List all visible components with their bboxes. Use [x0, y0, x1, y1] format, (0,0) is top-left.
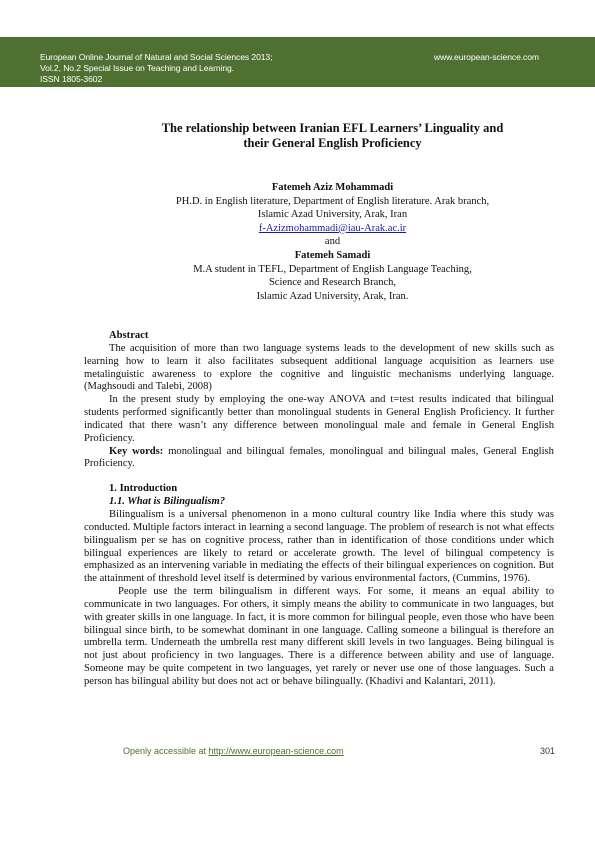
abstract-heading: Abstract: [109, 330, 149, 341]
journal-name: European Online Journal of Natural and Social Sciences 2013;: [40, 52, 273, 62]
author2-affiliation-line3: Islamic Azad University, Arak, Iran.: [256, 290, 409, 302]
intro-paragraph-2: People use the term bilingualism in different ways. For some, it means an equal ability to communicate in two languages. For others, it simply means the ability to communicate in two languages, but with greater skills in one language. In fact, it is more common for bilingual people, even those who have been bilingual since birth, to be somewhat dominant in one language. Calling someone a bilingual is therefore an umbrella term. Underneath the umbrella rest many different skill levels in two languages. Being bilingual is not just about proficiency in two languages. There is a difference between ability and use of language. Someone may be quite competent in two languages, yet rarely or never use one of those languages. Such a person has bilingual ability but does not act or behave bilingually. (Khadivi and Kalantari, 2011).: [84, 586, 554, 687]
author2-name: Fatemeh Samadi: [294, 249, 371, 261]
author2-affiliation-line2: Science and Research Branch,: [268, 277, 397, 289]
keywords-text: monolingual and bilingual females, monolingual and bilingual males, General English Proficiency.: [84, 445, 554, 470]
page-number: 301: [539, 746, 555, 756]
abstract-paragraph-2: In the present study by employing the one-way ANOVA and t=test results indicated that bilingual students performed significantly better than monolingual students in General English Proficiency. It further indicated that there wasn’t any difference between monolingual male and female in General English Proficiency.: [84, 394, 554, 444]
footer-prefix: Openly accessible at: [123, 746, 209, 756]
author1-name: Fatemeh Aziz Mohammadi: [271, 182, 394, 193]
footer-access-line: [123, 746, 344, 756]
journal-header-band: [0, 37, 595, 87]
paper-body: [84, 330, 554, 689]
footer-website-link[interactable]: http://www.european-science.com: [208, 746, 344, 756]
author1-email-link[interactable]: f-Azizmohammadi@iau-Arak.ac.ir: [258, 222, 407, 234]
keywords-label: Key words:: [109, 445, 164, 457]
paper-title-line1: The relationship between Iranian EFL Learners’ Linguality and: [161, 121, 504, 135]
paper-title-line2: their General English Proficiency: [243, 136, 422, 150]
paper-title: [120, 121, 545, 151]
journal-issn: ISSN 1805-3602: [40, 74, 103, 84]
intro-paragraph-1: Bilingualism is a universal phenomenon in a mono cultural country like India where this study was conducted. Multiple factors interact in learning a second language. The problem of research is not what effects bilingualism per se has on cognitive process, rather than in identification of those conditions under which bilingual experiences are likely to retard or accelerate growth. The level of bilingual competency is emphasized as an intervening variable in mediating the effects of their bilingual experiences on cognition. But the attainment of threshold level itself is determined by various environmental factors, (Cummins, 1976).: [84, 508, 554, 585]
section-heading-introduction: 1. Introduction: [109, 483, 178, 495]
author2-affiliation-line1: M.A student in TEFL, Department of English Language Teaching,: [193, 263, 472, 275]
authors-and: and: [324, 236, 341, 248]
subsection-heading-bilingualism: 1.1. What is Bilingualism?: [109, 496, 226, 508]
journal-volume: Vol.2, No.2 Special Issue on Teaching and Learning.: [40, 63, 234, 73]
abstract-paragraph-1: The acquisition of more than two language systems leads to the development of new skills such as learning how to learn it also facilitates subsequent additional language acquisition as learners use metalinguistic awareness to explore the cognitive and linguistic mechanisms underlying language. (Maghsoudi and Talebi, 2008): [84, 342, 554, 393]
keywords-paragraph: [84, 446, 554, 472]
author1-affiliation-line1: PH.D. in English literature, Department of English literature. Arak branch,: [175, 195, 490, 207]
journal-website[interactable]: www.european-science.com: [433, 52, 539, 62]
author1-affiliation-line2: Islamic Azad University, Arak, Iran: [257, 209, 408, 221]
author-block: [100, 181, 565, 303]
